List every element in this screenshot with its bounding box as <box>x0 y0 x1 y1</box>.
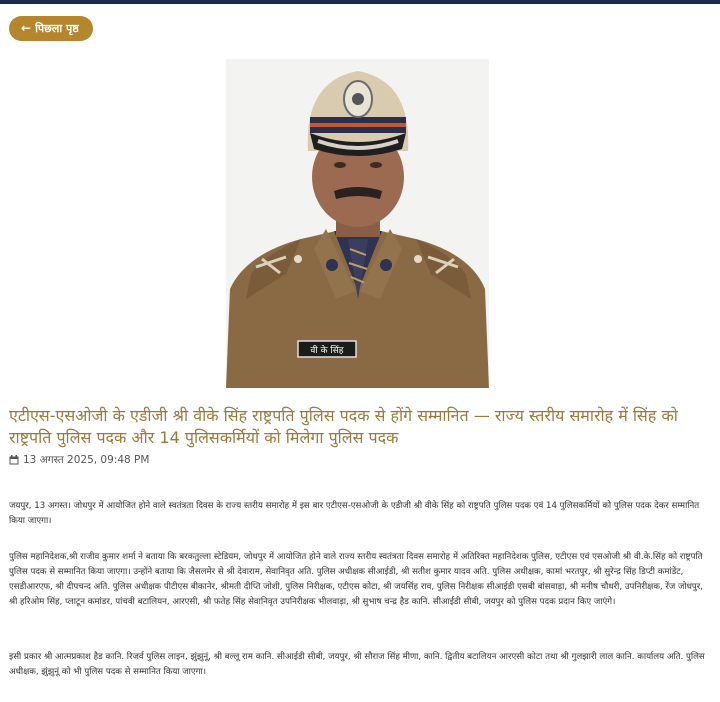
back-button-label: पिछला पृष्ठ <box>35 22 79 35</box>
calendar-icon <box>9 455 19 465</box>
name-tag: वी के सिंह <box>310 346 344 356</box>
article-photo <box>226 59 489 388</box>
arrow-left-icon: ← <box>21 21 32 35</box>
article-paragraph-1: जयपुर, 13 अगस्त। जोधपुर में आयोजित होने वाले स्वतंत्रता दिवस के राज्य स्तरीय समारोह में इस बार एटीएस-एसओजी के एडीजी श्री वीके सिंह को राष्ट्रपति पुलिस पदक एवं 14 पुलिसकर्मियों को पुलिस पदक देकर सम्मानित किया जाएगा। <box>9 501 700 526</box>
article-date <box>9 453 149 467</box>
top-bar <box>0 0 720 4</box>
article-date-text: 13 अगस्त 2025, 09:48 PM <box>23 454 150 466</box>
article-paragraph-3: इसी प्रकार श्री आत्मप्रकाश हैड कानि. रिजर्व पुलिस लाइन, झुंझुनूं, श्री बल्लू राम कानि. सीआईडी सीबी, जयपुर, श्री सौराज सिंह मीणा, कानि. द्वितीय बटालियन आरएसी कोटा तथा श्री गुलझारी लाल कानि. कार्यालय अति. पुलिस अधीक्षक, झुंझुनूं को भी पुलिस पदक से सम्मानित किया जाएगा। <box>9 652 705 677</box>
article-paragraph-2: पुलिस महानिदेशक,श्री राजीव कुमार शर्मा ने बताया कि बरकतुल्ला स्टेडियम, जोधपुर में आयोजित होने वाले राज्य स्तरीय स्वतंत्रता दिवस समारोह में अतिरिक्त महानिदेशक पुलिस, एटीएस एवं एसओजी श्री वी.के.सिंह को राष्ट्रपति पुलिस पदक से सम्मानित किया जाएगा। उन्होंने बताया कि जैसलमेर से श्री देवाराम, सेवानिवृत अति. पुलिस अधीक्षक सीआईडी, श्री सतीश कुमार यादव अति. पुलिस अधीक्षक, कामां भरतपुर, श्री सुरेन्द्र सिंह डिप्टी कमांडेंट, एसडीआरएफ, श्री दीपचन्द अति. पुलिस अधीक्षक पीटीएस बीकानेर, श्रीमती दीप्ति जोशी, पुलिस निरीक्षक, एटीएस कोटा, श्री जयसिंह राव, पुलिस निरीक्षक सीआईडी एसबी बांसवाड़ा, श्री मनीष चौधरी, उपनिरीक्षक, रेंज जोधपुर, श्री हरिओम सिंह, प्लाटून कमांडर, पांचवी बटालियन, आरएसी, श्री फतेह सिंह सेवानिवृत उपनिरीक्षक भीलवाड़ा, श्री सुभाष चन्द्र हैड कानि. सीआईडी सीबी, जयपुर को पुलिस पदक प्रदान किए जाएंगे। <box>9 552 704 607</box>
article-title: एटीएस-एसओजी के एडीजी श्री वीके सिंह राष्ट्रपति पुलिस पदक से होंगे सम्मानित — राज्य स्तरीय समारोह में सिंह को राष्ट्रपति पुलिस पदक और 14 पुलिसकर्मियों को मिलेगा पुलिस पदक <box>9 406 678 447</box>
back-button[interactable] <box>9 16 93 41</box>
